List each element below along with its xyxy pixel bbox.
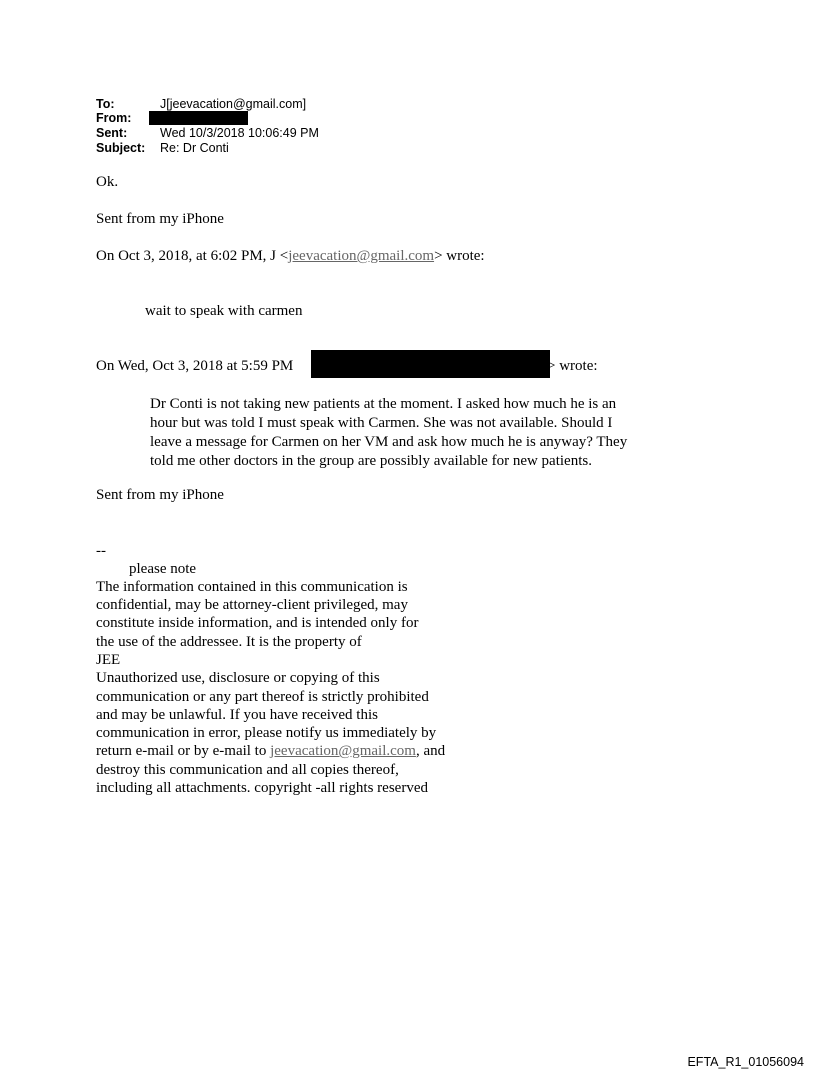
document-id: EFTA_R1_01056094 [687,1055,804,1069]
subject-label: Subject: [96,141,146,155]
quote2-line: hour but was told I must speak with Carmen. She was not available. Should I [150,415,613,431]
quote1-attribution-suffix: > wrote: [434,248,485,264]
disclaimer-line: communication in error, please notify us immediately by [96,725,437,741]
disclaimer-line: the use of the addressee. It is the property of [96,634,362,650]
quote1-attribution [96,247,485,265]
from-label: From: [96,111,132,125]
redaction-from [149,111,248,125]
reply-text: Ok. [96,174,119,190]
redaction-sender [311,350,550,378]
disclaimer-line: and may be unlawful. If you have received this [96,707,378,723]
disclaimer-separator: -- [96,543,106,559]
disclaimer-email-suffix: , and [415,743,446,759]
disclaimer-email-prefix: return e-mail or by e-mail to [96,743,271,759]
disclaimer-line: confidential, may be attorney-client privileged, may [96,597,408,613]
quote2-line: told me other doctors in the group are possibly available for new patients. [150,453,592,469]
quote2-line: Dr Conti is not taking new patients at the moment. I asked how much he is an [150,396,617,412]
quote1-email-link[interactable]: jeevacation@gmail.com [288,248,435,264]
to-label: To: [96,97,115,111]
disclaimer-line: Unauthorized use, disclosure or copying of this [96,670,380,686]
disclaimer-line: The information contained in this communication is [96,579,408,595]
quote2-signature: Sent from my iPhone [96,487,224,503]
disclaimer-email-line [96,742,445,760]
to-value: J[jeevacation@gmail.com] [160,97,307,111]
disclaimer-line: destroy this communication and all copies thereof, [96,762,399,778]
quote2-attribution-prefix: On Wed, Oct 3, 2018 at 5:59 PM [96,358,294,374]
sent-label: Sent: [96,126,128,140]
disclaimer-note: please note [129,561,197,577]
disclaimer-email-link[interactable]: jeevacation@gmail.com [270,743,416,759]
disclaimer-line: communication or any part thereof is strictly prohibited [96,689,429,705]
sent-value: Wed 10/3/2018 10:06:49 PM [160,126,319,140]
reply-signature: Sent from my iPhone [96,211,224,227]
disclaimer-line: including all attachments. copyright -all rights reserved [96,780,428,796]
quote1-attribution-prefix: On Oct 3, 2018, at 6:02 PM, J < [96,248,289,264]
subject-value: Re: Dr Conti [160,141,229,155]
quote1-message: wait to speak with carmen [145,303,303,319]
quote2-attribution-suffix: > wrote: [547,358,598,374]
quote2-line: leave a message for Carmen on her VM and ask how much he is anyway? They [150,434,628,450]
disclaimer-line: JEE [96,652,121,668]
disclaimer-line: constitute inside information, and is intended only for [96,615,419,631]
